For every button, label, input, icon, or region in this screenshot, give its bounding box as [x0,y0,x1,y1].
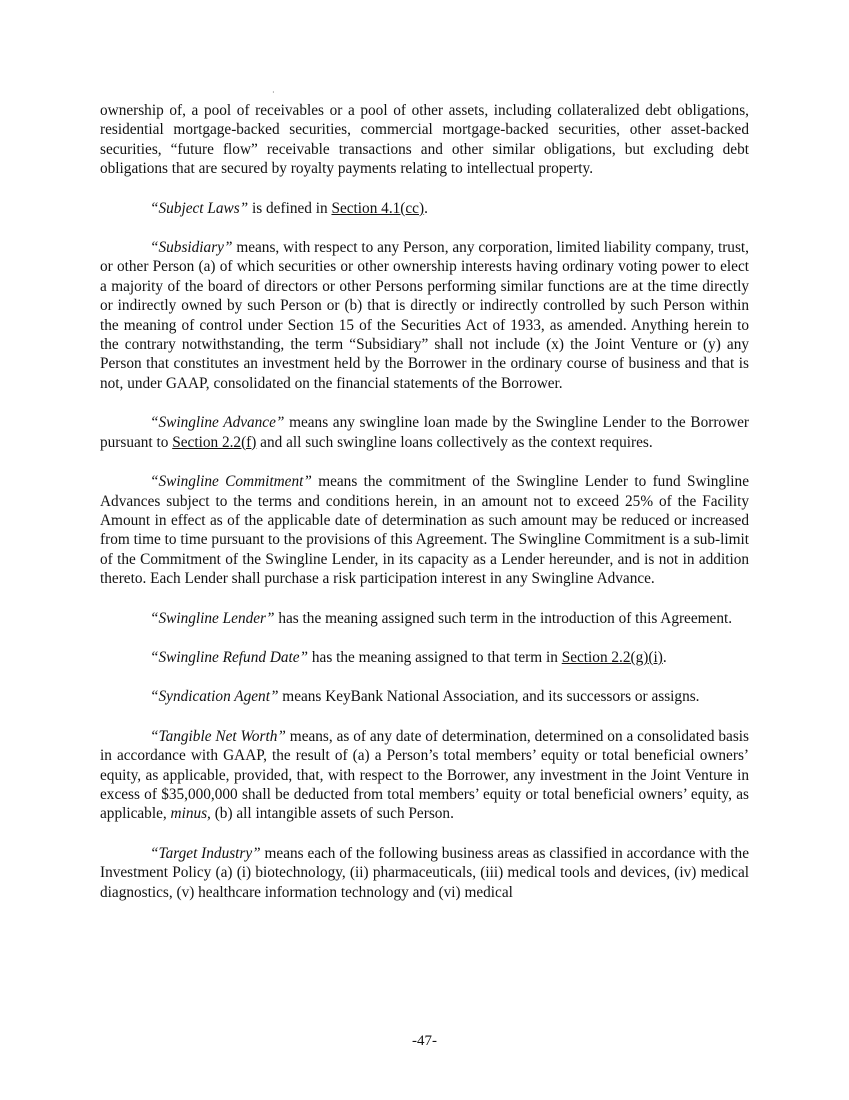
defined-term: “Subsidiary” [150,239,233,257]
defined-term: “Swingline Refund Date” [150,648,309,666]
emphasis-minus: minus, [170,805,211,823]
definition-text: . [662,648,667,666]
defined-term: “Swingline Lender” [150,609,275,627]
definition-swingline-advance [100,413,749,452]
definition-text: means the commitment of the Swingline Lender to fund Swingline Advances subject to the terms and conditions herein, in an amount not to exceed 25% of the Facility Amount in effect as of the applicable date of determination as such amount may be reduced or increased from time to time pursuant to the provisions of this Agreement. The Swingline Commitment is a sub-limit of the Commitment of the Swingline Lender, in its capacity as a Lender hereunder, and is not in addition thereto. Each Lender shall purchase a risk participation interest in any Swingline Advance. [100,473,749,588]
top-mark: · [272,88,275,97]
section-reference: Section 4.1(cc) [331,199,425,217]
definition-text: means any swingline loan made by the Swingline Lender to the Borrower pursuant to [100,414,750,451]
definition-text: and all such swingline loans collectively as the context requires. [256,433,653,451]
definition-text: means KeyBank National Association, and its successors or assigns. [278,688,700,706]
definition-subsidiary [100,238,749,393]
definition-text: . [424,199,428,217]
definition-text: means each of the following business areas as classified in accordance with the Investment Policy (a) (i) biotechnology, (ii) pharmaceuticals, (iii) medical tools and devices, (iv) medical diagnostics, (v) healthcare information technology and (vi) medical [100,844,749,901]
definition-text: (b) all intangible assets of such Person. [210,805,454,823]
definition-text: is defined in [248,199,332,217]
section-reference: Section 2.2(f) [172,433,257,451]
defined-term: “Swingline Advance” [150,414,285,432]
defined-term: “Syndication Agent” [150,688,279,706]
section-reference: Section 2.2(g)(i) [561,648,663,666]
definition-syndication-agent [100,687,749,706]
definition-swingline-refund-date [100,648,749,667]
definition-subject-laws [100,199,749,218]
defined-term: “Subject Laws” [150,199,249,217]
definition-target-industry [100,844,749,902]
defined-term: “Swingline Commitment” [150,473,312,491]
definition-text: means, as of any date of determination, determined on a consolidated basis in accordance with GAAP, the result of (a) a Person’s total members’ equity or total beneficial owners’ equity, as applicable, provided, that, with respect to the Borrower, any investment in the Joint Venture in excess of $35,000,000 shall be deducted from total members’ equity or total beneficial owners’ equity, as applicable, [100,727,749,823]
definition-text: means, with respect to any Person, any corporation, limited liability company, trust, or other Person (a) of which securities or other ownership interests having ordinary voting power to elect a majority of the board of directors or other Persons performing similar functions are at the time directly or indirectly owned by such Person or (b) that is directly or indirectly controlled by such Person within the meaning of control under Section 15 of the Securities Act of 1933, as amended. Anything herein to the contrary notwithstanding, the term “Subsidiary” shall not include (x) the Joint Venture or (y) any Person that constitutes an investment held by the Borrower in the ordinary course of business and that is not, under GAAP, consolidated on the financial statements of the Borrower. [100,239,749,392]
definition-swingline-commitment [100,472,749,588]
definition-tangible-net-worth [100,727,749,824]
page-number: -47- [412,1033,437,1049]
definition-text: has the meaning assigned to that term in [308,648,562,666]
definition-text: has the meaning assigned such term in the introduction of this Agreement. [274,609,733,627]
defined-term: “Target Industry” [150,844,261,862]
paragraph-continuation: ownership of, a pool of receivables or a pool of other assets, including collateralized debt obligations, residential mortgage-backed securities, commercial mortgage-backed securities, other asset-backed securities, “future flow” receivable transactions and other similar obligations, but excluding debt obligations that are secured by royalty payments relating to intellectual property. [100,102,749,178]
defined-term: “Tangible Net Worth” [150,727,286,745]
body-text [100,101,749,922]
definition-swingline-lender [100,609,749,628]
